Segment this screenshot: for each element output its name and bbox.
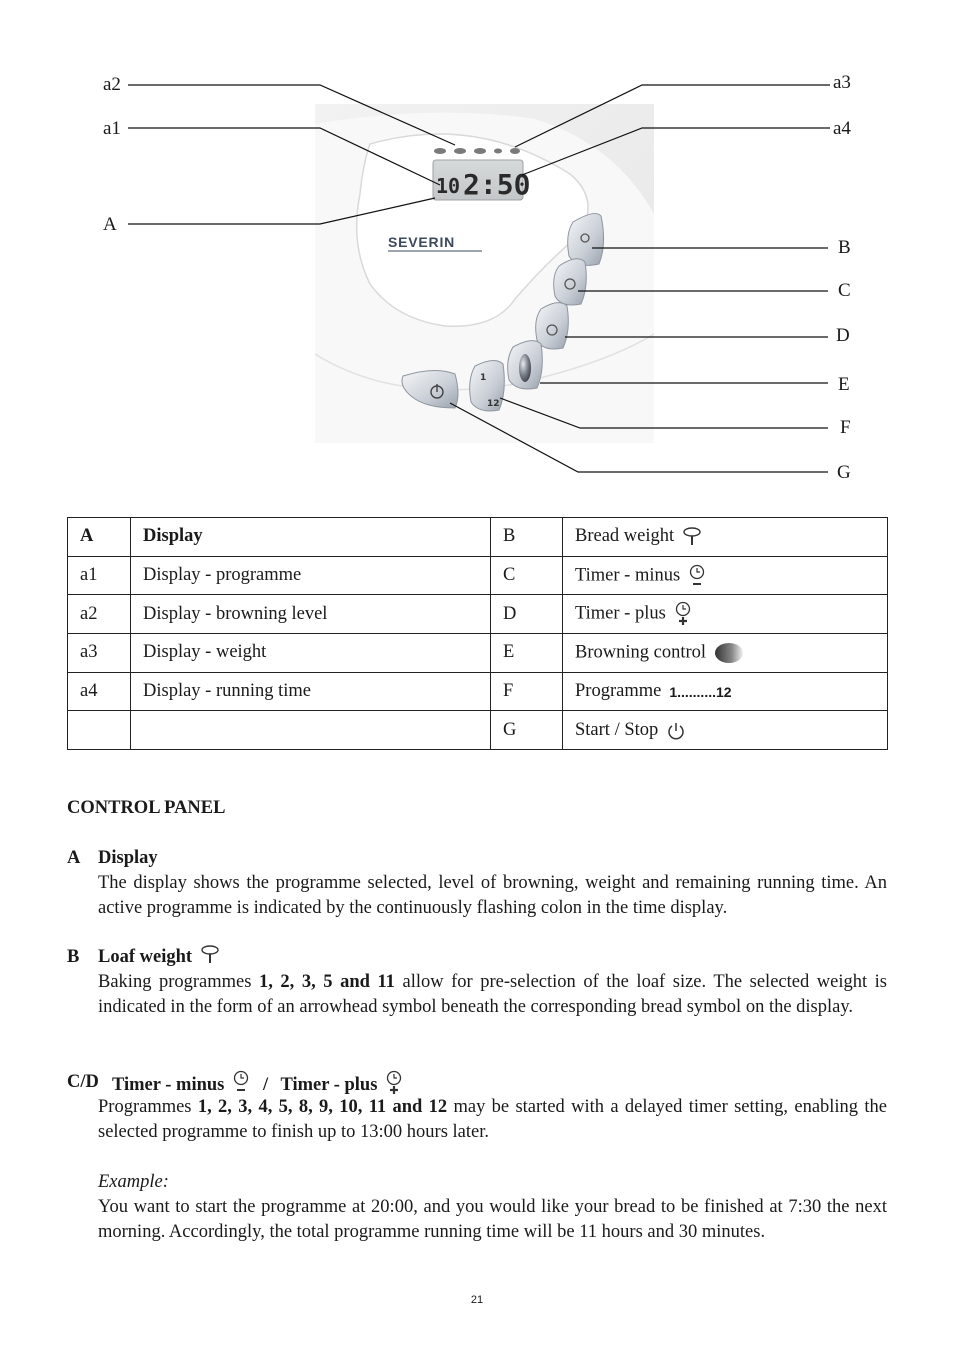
table-row: [68, 672, 888, 711]
section-cd-body-post: may be started with a delayed timer setting, enabling the selected programme to finish up to 13:00 hours later.: [98, 1097, 887, 1142]
section-heading: CONTROL PANEL: [67, 798, 226, 818]
table-row: [68, 518, 888, 557]
example-body: You want to start the programme at 20:00, and you would like your bread to be finished at 7:30 the next morning. Accordingly, the total programme running time will be 11 hours and 30 minutes.: [98, 1197, 887, 1242]
parts-legend-table: [67, 517, 888, 750]
table-label-text: Start / Stop: [575, 719, 659, 740]
timer-plus-icon: [385, 1070, 403, 1096]
programme-range-icon: 1..........12: [669, 683, 732, 700]
table-key: G: [491, 711, 563, 750]
table-label-text: Programme: [575, 681, 662, 702]
section-a-body: The display shows the programme selected, level of browning, weight and remaining running time. An active programme is indicated by the continuously flashing colon in the time display.: [98, 873, 887, 918]
table-label: [563, 711, 888, 750]
section-b-title-wrap: [98, 945, 220, 970]
table-key: A: [68, 518, 131, 557]
callout-D: D: [836, 325, 850, 346]
programme-button-label-top: 1: [480, 373, 487, 383]
table-row: [68, 595, 888, 634]
table-key: C: [491, 556, 563, 595]
section-a-label: A: [67, 848, 81, 868]
power-icon: [666, 721, 686, 741]
table-label: [563, 634, 888, 673]
section-b-body: [98, 970, 887, 1020]
timer-plus-icon: [674, 601, 692, 627]
callout-a4: a4: [833, 118, 851, 139]
section-cd-body-pre: Programmes: [98, 1097, 198, 1117]
browning-control-icon: [714, 642, 746, 664]
table-row: [68, 711, 888, 750]
table-label: Display: [131, 518, 491, 557]
section-cd-body: [98, 1095, 887, 1145]
table-label-text: Timer - plus: [575, 603, 666, 624]
table-label: [563, 672, 888, 711]
table-label: Display - running time: [131, 672, 491, 711]
callout-C: C: [838, 280, 851, 301]
callout-F: F: [840, 417, 851, 438]
callout-a1: a1: [103, 118, 121, 139]
section-a-title: Display: [98, 848, 158, 868]
example-label: Example:: [98, 1172, 169, 1192]
table-key: a3: [68, 634, 131, 673]
callout-E: E: [838, 374, 850, 395]
callout-G: G: [837, 462, 851, 483]
programme-button-label-bottom: 12: [487, 399, 500, 409]
display-time-value: 2:50: [463, 168, 531, 201]
table-label-text: Bread weight: [575, 526, 675, 547]
table-key: D: [491, 595, 563, 634]
display-programme-value: 10: [436, 174, 461, 198]
table-label: [131, 711, 491, 750]
table-key: F: [491, 672, 563, 711]
section-cd-label: C/D: [67, 1072, 99, 1092]
section-b-label: B: [67, 947, 80, 967]
section-cd-title-minus: Timer - minus: [112, 1075, 225, 1095]
bread-weight-icon: [200, 945, 220, 965]
timer-minus-icon: [688, 564, 706, 588]
table-key: a2: [68, 595, 131, 634]
table-label: [563, 595, 888, 634]
callout-a2: a2: [103, 74, 121, 95]
callout-B: B: [838, 237, 851, 258]
table-label: Display - programme: [131, 556, 491, 595]
section-b-body-post: allow for pre-selection of the loaf size. The selected weight is indicated in the form of an arrowhead symbol beneath the corresponding bread symbol on the display.: [98, 972, 888, 1017]
section-b-body-programmes: 1, 2, 3, 5 and 11: [259, 972, 395, 992]
table-row: [68, 634, 888, 673]
table-label: [563, 556, 888, 595]
section-b-title: Loaf weight: [98, 947, 193, 967]
table-label-text: Timer - minus: [575, 564, 681, 585]
table-label: Display - browning level: [131, 595, 491, 634]
section-cd-separator: /: [263, 1075, 269, 1095]
table-label-text: Browning control: [575, 642, 707, 663]
callout-a3: a3: [833, 72, 851, 93]
timer-minus-icon: [232, 1070, 250, 1094]
section-b-body-pre: Baking programmes: [98, 972, 260, 992]
table-label: [563, 518, 888, 557]
table-label: Display - weight: [131, 634, 491, 673]
table-row: [68, 556, 888, 595]
section-cd-body-programmes: 1, 2, 3, 4, 5, 8, 9, 10, 11 and 12: [197, 1097, 448, 1117]
table-key: a4: [68, 672, 131, 711]
page-number: 21: [470, 1294, 484, 1306]
table-key: a1: [68, 556, 131, 595]
table-key: [68, 711, 131, 750]
section-cd-title: [112, 1070, 403, 1098]
table-key: B: [491, 518, 563, 557]
callout-A: A: [103, 214, 117, 235]
brand-logo: SEVERIN: [388, 234, 456, 250]
bread-weight-icon: [682, 527, 702, 547]
leader-lines: [0, 0, 954, 500]
table-key: E: [491, 634, 563, 673]
section-cd-title-plus: Timer - plus: [280, 1075, 378, 1095]
